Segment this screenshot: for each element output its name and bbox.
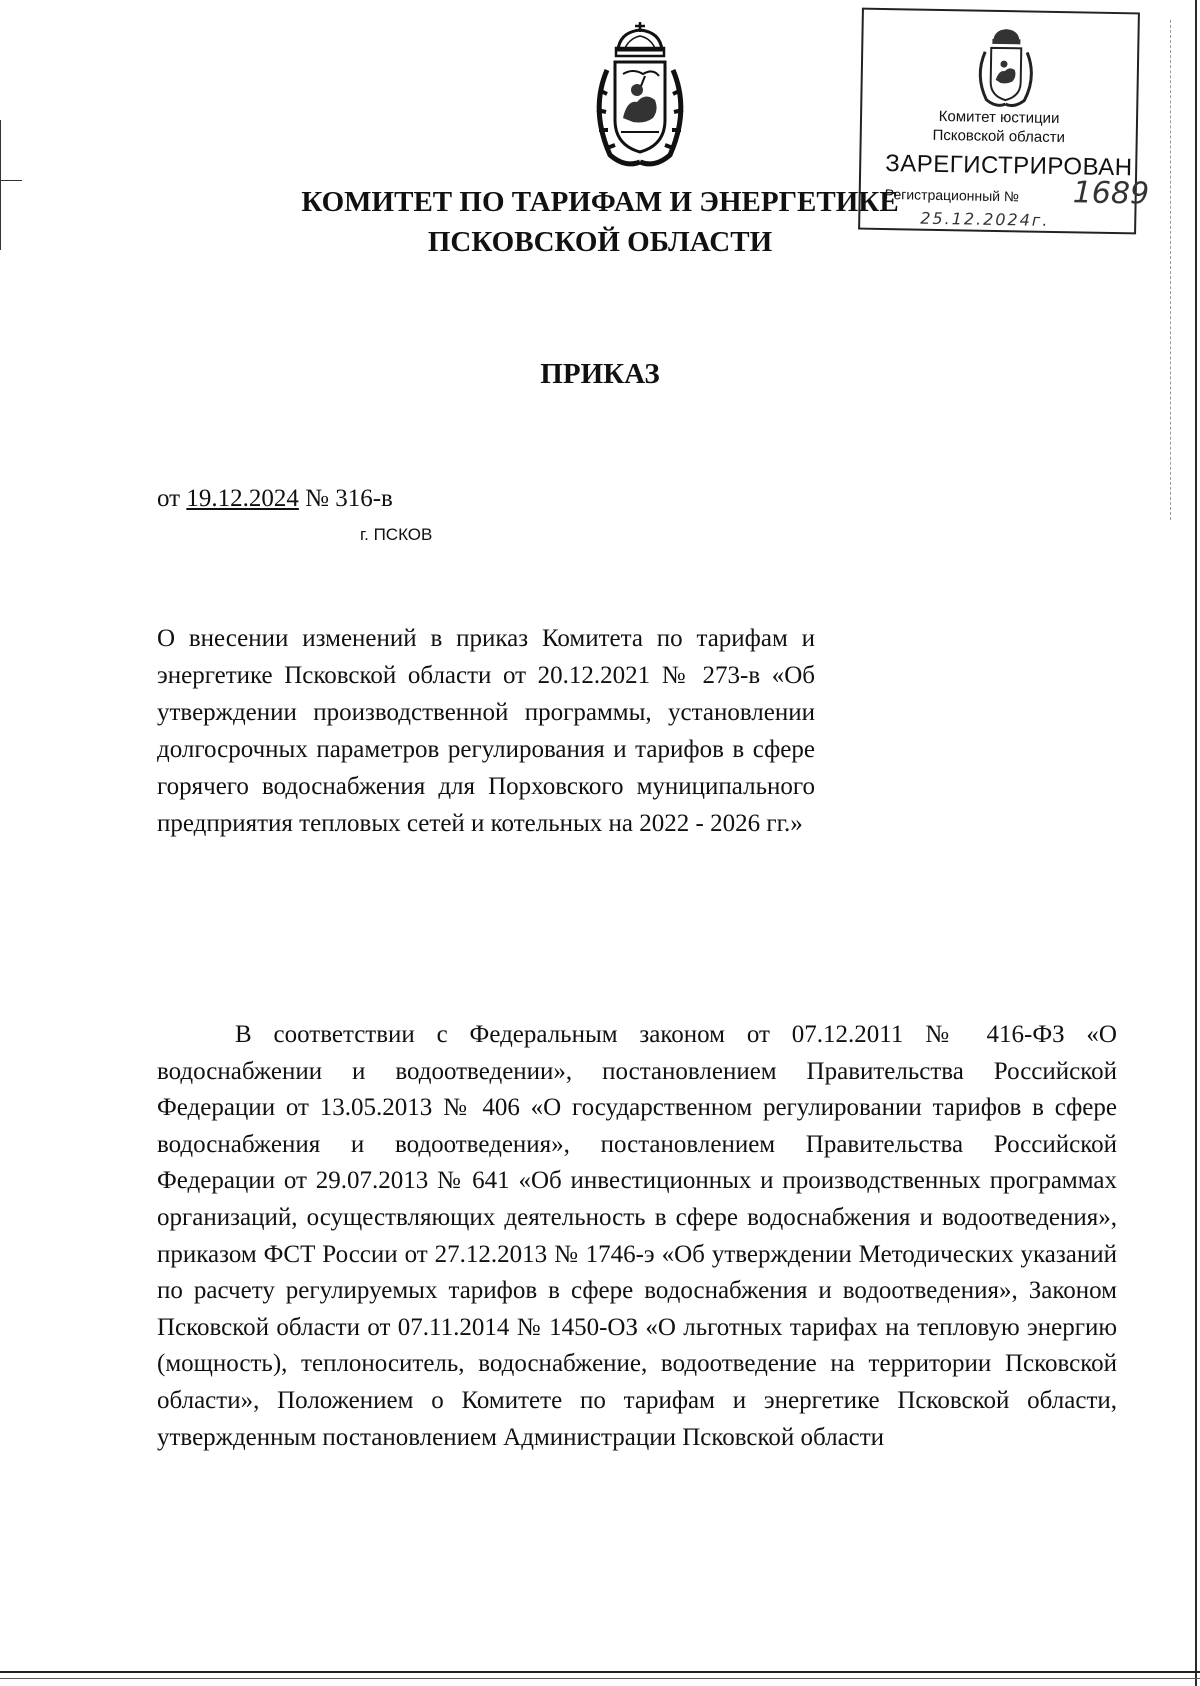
order-subject: О внесении изменений в приказ Комитета по тарифам и энергетике Псковской области от 20.12.2021 № 273-в «Об утверждении производственной программы, установлении долгосрочных параметров регулирования и тарифов в сфере горячего водоснабжения для Порховского муниципального предприятия тепловых сетей и котельных на 2022 - 2026 гг.»	[157, 625, 815, 837]
org-title-line-2: ПСКОВСКОЙ ОБЛАСТИ	[427, 226, 773, 258]
stamp-status: ЗАРЕГИСТРИРОВАН	[885, 150, 1133, 182]
document-type-heading: ПРИКАЗ	[540, 358, 660, 390]
coat-of-arms-emblem	[585, 20, 695, 170]
order-number: № 316-в	[305, 485, 393, 512]
org-title-line-1: КОМИТЕТ ПО ТАРИФАМ И ЭНЕРГЕТИКЕ	[301, 186, 899, 218]
stamp-reg-label: Регистрационный №	[884, 186, 1020, 205]
page-edge-bottom	[0, 1671, 1200, 1673]
stamp-organization	[862, 106, 1137, 149]
date-prefix: от	[157, 485, 181, 512]
page-edge-bottom-inner	[0, 1678, 1200, 1679]
stamp-reg-date: 25.12.2024г.	[920, 208, 1050, 230]
page-edge-mark	[0, 180, 22, 181]
stamp-reg-number: 1689	[1072, 175, 1150, 212]
stamp-emblem-icon	[972, 24, 1039, 111]
stamp-org-line-2: Псковской области	[932, 126, 1066, 147]
issue-city: г. ПСКОВ	[360, 525, 433, 544]
stamp-org-line-1: Комитет юстиции	[938, 107, 1060, 128]
order-body-paragraph: В соответствии с Федеральным законом от 07.12.2011 № 416-ФЗ «О водоснабжении и водоотведении», постановлением Правительства Российской Федерации от 13.05.2013 № 406 «О государственном регулировании тарифов в сфере водоснабжения и водоотведения», постановлением Правительства Российской Федерации от 29.07.2013 № 641 «Об инвестиционных и производственных программах организаций, осуществляющих деятельность в сфере водоснабжения и водоотведения», приказом ФСТ России от 27.12.2013 № 1746-э «Об утверждении Методических указаний по расчету регулируемых тарифов в сфере водоснабжения и водоотведения», Законом Псковской области от 07.11.2014 № 1450-ОЗ «О льготных тарифах на тепловую энергию (мощность), теплоноситель, водоснабжение, водоотведение на территории Псковской области», Положением о Комитете по тарифам и энергетике Псковской области, утвержденным постановлением Администрации Псковской области	[157, 1021, 1117, 1451]
order-date-number	[157, 485, 393, 513]
organization-title	[0, 182, 1200, 262]
order-date: 19.12.2024	[186, 485, 299, 512]
page-edge-dashed	[1170, 20, 1172, 520]
